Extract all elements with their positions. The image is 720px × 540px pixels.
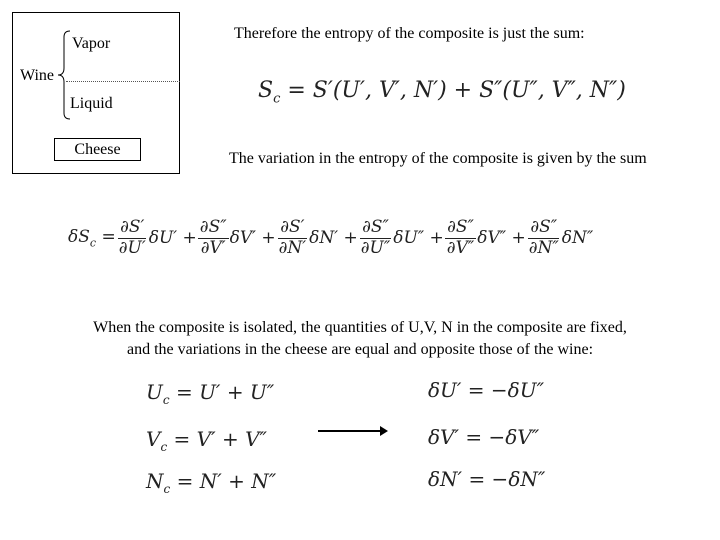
v-sum-equation: $V_c = V' + V''$ — [146, 427, 268, 454]
dn-equation: δN′ = −δN″ — [428, 467, 546, 491]
isolated-text-line1: When the composite is isolated, the quantities of U,V, N in the composite are fixed, — [93, 319, 627, 336]
vapor-label: Vapor — [72, 35, 111, 52]
wine-label: Wine — [20, 67, 55, 84]
cheese-label: Cheese — [74, 141, 121, 158]
cheese-box — [54, 138, 141, 161]
phase-divider-line — [66, 81, 180, 82]
n-sum-equation: $N_c = N' + N''$ — [146, 469, 277, 496]
dv-equation: δV′ = −δV″ — [428, 425, 540, 449]
isolated-text-line2: and the variations in the cheese are equal and opposite those of the wine: — [126, 341, 594, 358]
du-equation: δU′ = −δU″ — [428, 378, 545, 402]
entropy-sum-equation: $S_c = S'(U'$, V′, N′) + S″(U″, V″, N″) — [258, 78, 626, 107]
u-sum-equation: $U_c = U' + U''$ — [146, 380, 275, 407]
variation-text: The variation in the entropy of the composite is given by the sum — [229, 150, 647, 167]
liquid-label: Liquid — [70, 95, 113, 112]
variation-equation: $\delta S_c$ = $\frac{\partial S'}{\partial U'}$ δU′ + $\frac{\partial S''}{\partial V'}$ δV′ + $\frac{\partial S'}{\partial N'}$ δN′ + $\frac{\partial S''}{\partial U''}$ δU″ + $\frac{\partial S''}{\partial V''}$ δV″ + $\frac{\partial S''}{\partial N''}$ δN″ — [68, 217, 594, 258]
wine-brace — [55, 30, 71, 120]
entropy-sum-text: Therefore the entropy of the composite is just the sum: — [234, 25, 585, 42]
implies-arrow — [318, 424, 388, 438]
